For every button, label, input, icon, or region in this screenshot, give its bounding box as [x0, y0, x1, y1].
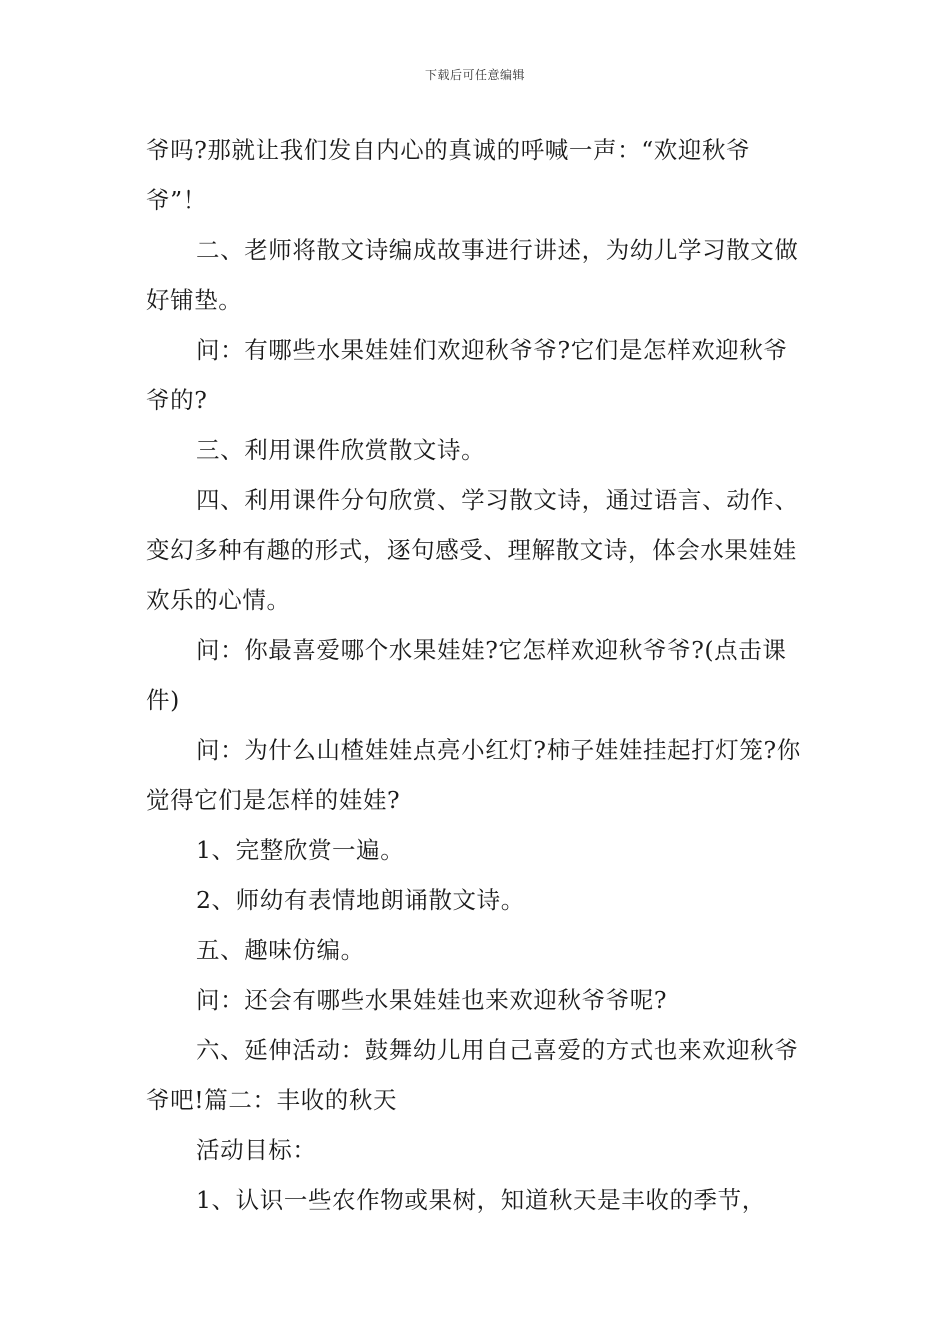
- paragraph: 三、利用课件欣赏散文诗。: [196, 436, 486, 464]
- paragraph: 问：为什么山楂娃娃点亮小红灯?柿子娃娃挂起打灯笼?你觉得它们是怎样的娃娃?: [146, 736, 801, 814]
- paragraph: 活动目标：: [196, 1136, 317, 1164]
- document-body: [146, 125, 808, 1225]
- paragraph: 问：你最喜爱哪个水果娃娃?它怎样欢迎秋爷爷?(点击课件): [146, 636, 787, 714]
- paragraph: 问：有哪些水果娃娃们欢迎秋爷爷?它们是怎样欢迎秋爷爷的?: [146, 336, 788, 414]
- paragraph: 六、延伸活动：鼓舞幼儿用自己喜爱的方式也来欢迎秋爷爷吧!篇二：丰收的秋天: [146, 1036, 799, 1114]
- paragraph: 2、师幼有表情地朗诵散文诗。: [196, 886, 525, 914]
- page-header: 下载后可任意编辑: [424, 68, 525, 82]
- paragraph: 四、利用课件分句欣赏、学习散文诗，通过语言、动作、变幻多种有趣的形式，逐句感受、理解散文诗，体会水果娃娃欢乐的心情。: [146, 486, 799, 614]
- paragraph: 1、完整欣赏一遍。: [196, 836, 405, 864]
- paragraph: 二、老师将散文诗编成故事进行讲述，为幼儿学习散文做好铺垫。: [146, 236, 799, 314]
- paragraph: 五、趣味仿编。: [196, 936, 365, 964]
- paragraph: 1、认识一些农作物或果树，知道秋天是丰收的季节，: [196, 1186, 766, 1214]
- paragraph: 爷吗?那就让我们发自内心的真诚的呼喊一声：“欢迎秋爷爷”！: [146, 136, 751, 214]
- paragraph: 问：还会有哪些水果娃娃也来欢迎秋爷爷呢?: [196, 986, 668, 1014]
